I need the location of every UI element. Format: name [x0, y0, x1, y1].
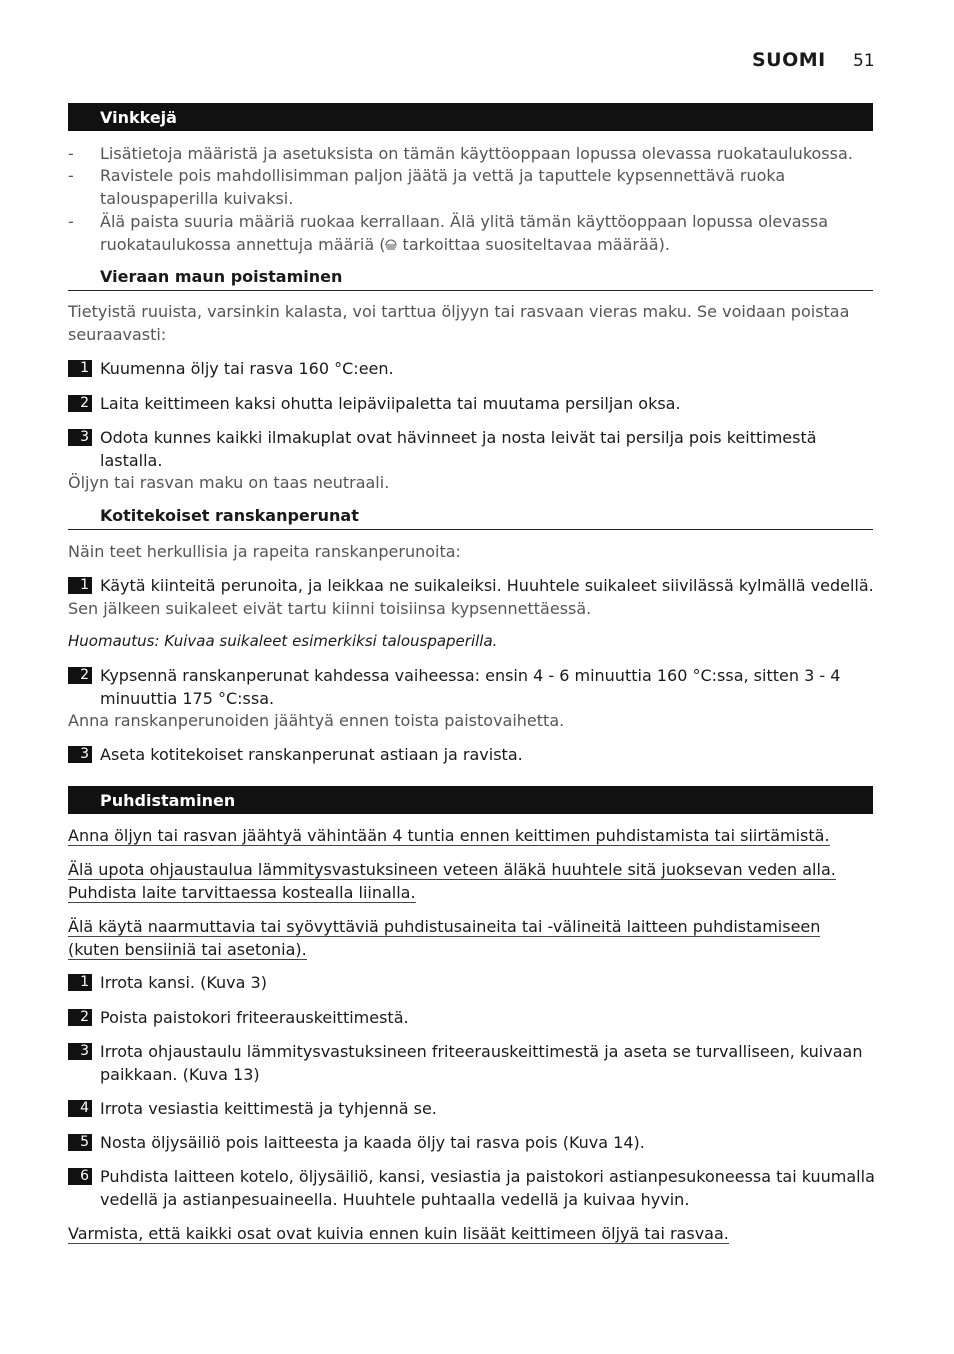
step-number: 6	[68, 1168, 92, 1185]
step-number: 4	[68, 1100, 92, 1117]
paragraph: Sen jälkeen suikaleet eivät tartu kiinni toisiinsa kypsennettäessä.	[68, 599, 592, 618]
warning: (kuten bensiiniä tai asetonia).	[68, 940, 307, 959]
warning: Puhdista laite tarvittaessa kostealla liinalla.	[68, 883, 416, 902]
step-number: 2	[68, 1009, 92, 1026]
step-number: 3	[68, 746, 92, 763]
step-number: 2	[68, 395, 92, 412]
section-title-cleaning: Puhdistaminen	[100, 791, 236, 810]
step-number: 2	[68, 667, 92, 684]
language-label: SUOMI	[752, 49, 826, 71]
step-number: 3	[68, 429, 92, 446]
warning: Älä upota ohjaustaulua lämmitysvastuksineen veteen äläkä huuhtele sitä juoksevan veden alla.	[68, 860, 836, 879]
paragraph: Tietyistä ruuista, varsinkin kalasta, voi tarttua öljyyn tai rasvaan vieras maku. Se voidaan poistaa seuraavasti:	[68, 302, 850, 344]
section-bar-cleaning	[68, 786, 873, 814]
step-number: 3	[68, 1043, 92, 1060]
subsection-heading	[68, 267, 873, 291]
paragraph: Öljyn tai rasvan maku on taas neutraali.	[68, 473, 390, 492]
warning: Varmista, että kaikki osat ovat kuivia ennen kuin lisäät keittimeen öljyä tai rasvaa.	[68, 1224, 729, 1243]
subsection-title-foreign-taste: Vieraan maun poistaminen	[100, 267, 343, 286]
recommended-amount-icon	[385, 239, 397, 251]
section-bar-tips	[68, 103, 873, 131]
warning: Älä käytä naarmuttavia tai syövyttäviä puhdistusaineita tai -välineitä laitteen puhdistamiseen	[68, 917, 821, 936]
subsection-title-fries: Kotitekoiset ranskanperunat	[100, 506, 359, 525]
step-number: 5	[68, 1134, 92, 1151]
note: Huomautus: Kuivaa suikaleet esimerkiksi talouspaperilla.	[68, 632, 498, 650]
section-title-tips: Vinkkejä	[100, 108, 177, 127]
paragraph: Näin teet herkullisia ja rapeita ranskanperunoita:	[68, 542, 461, 561]
step-number: 1	[68, 974, 92, 991]
warning: Anna öljyn tai rasvan jäähtyä vähintään 4 tuntia ennen keittimen puhdistamista tai siirtämistä.	[68, 826, 830, 845]
step-number: 1	[68, 577, 92, 594]
page-number: 51	[853, 51, 875, 71]
paragraph: Anna ranskanperunoiden jäähtyä ennen toista paistovaihetta.	[68, 711, 565, 730]
step-number: 1	[68, 360, 92, 377]
subsection-heading	[68, 506, 873, 530]
